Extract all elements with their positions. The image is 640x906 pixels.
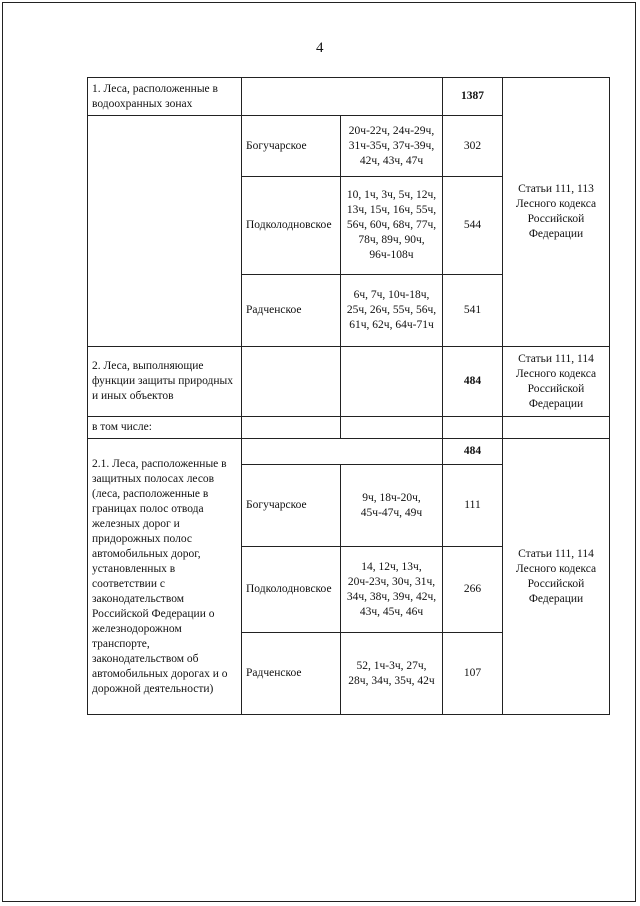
district-cell: Радченское [242, 633, 341, 715]
empty-cell [503, 417, 610, 439]
area-cell: 107 [443, 633, 503, 715]
blocks-cell: 9ч, 18ч-20ч, 45ч-47ч, 49ч [341, 465, 443, 547]
table-row [88, 439, 610, 465]
table-row [88, 347, 610, 417]
blocks-cell: 10, 1ч, 3ч, 5ч, 12ч, 13ч, 15ч, 16ч, 55ч, 56ч, 60ч, 68ч, 77ч, 78ч, 89ч, 90ч, 96ч-108ч [341, 177, 443, 275]
area-total-cell: 484 [443, 439, 503, 465]
page-number: 4 [316, 40, 324, 56]
empty-cell [242, 439, 443, 465]
table-row [88, 417, 610, 439]
empty-cell [341, 417, 443, 439]
area-cell: 266 [443, 547, 503, 633]
district-cell: Подколодновское [242, 177, 341, 275]
empty-cell [242, 417, 341, 439]
district-cell: Подколодновское [242, 547, 341, 633]
category-cell: 1. Леса, расположенные в водоохранных зонах [88, 78, 242, 116]
empty-cell [341, 347, 443, 417]
area-cell: 544 [443, 177, 503, 275]
area-total-cell: 484 [443, 347, 503, 417]
empty-cell [88, 116, 242, 347]
category-cell: в том числе: [88, 417, 242, 439]
legal-basis-cell: Статьи 111, 114 Лесного кодекса Российской Федерации [503, 347, 610, 417]
empty-cell [242, 347, 341, 417]
district-cell: Богучарское [242, 465, 341, 547]
empty-cell [242, 78, 443, 116]
empty-cell [443, 417, 503, 439]
blocks-cell: 6ч, 7ч, 10ч-18ч, 25ч, 26ч, 55ч, 56ч, 61ч, 62ч, 64ч-71ч [341, 275, 443, 347]
legal-basis-cell: Статьи 111, 114 Лесного кодекса Российской Федерации [503, 439, 610, 715]
blocks-cell: 20ч-22ч, 24ч-29ч, 31ч-35ч, 37ч-39ч, 42ч, 43ч, 47ч [341, 116, 443, 177]
category-cell: 2. Леса, выполняющие функции защиты природных и иных объектов [88, 347, 242, 417]
district-cell: Радченское [242, 275, 341, 347]
blocks-cell: 14, 12ч, 13ч, 20ч-23ч, 30ч, 31ч, 34ч, 38ч, 39ч, 42ч, 43ч, 45ч, 46ч [341, 547, 443, 633]
legal-basis-cell: Статьи 111, 113 Лесного кодекса Российской Федерации [503, 78, 610, 347]
area-cell: 541 [443, 275, 503, 347]
table-row [88, 78, 610, 116]
area-total-cell: 1387 [443, 78, 503, 116]
forest-protection-table [87, 77, 610, 715]
area-cell: 111 [443, 465, 503, 547]
district-cell: Богучарское [242, 116, 341, 177]
blocks-cell: 52, 1ч-3ч, 27ч, 28ч, 34ч, 35ч, 42ч [341, 633, 443, 715]
area-cell: 302 [443, 116, 503, 177]
category-cell: 2.1. Леса, расположенные в защитных полосах лесов (леса, расположенные в границах полос отвода железных дорог и придорожных полос автомобильных дорог, установленных в соответствии с законодательством Российской Федерации о железнодорожном транспорте, законодательством об автомобильных дорогах и о дорожной деятельности) [88, 439, 242, 715]
